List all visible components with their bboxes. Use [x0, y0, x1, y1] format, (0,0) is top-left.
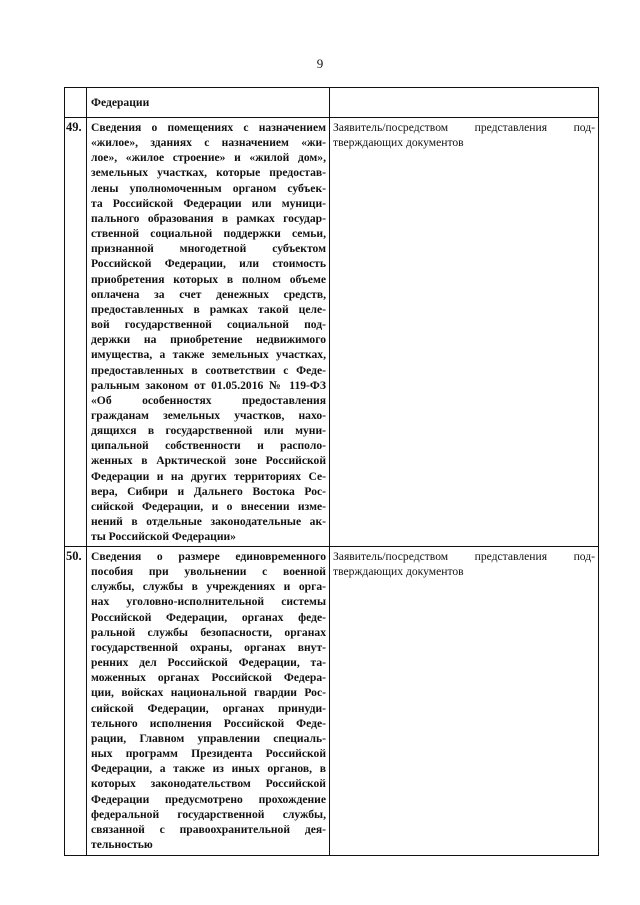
- text-line: тельного исполнения Российской Феде-: [91, 716, 326, 730]
- text-line: ственной социальной поддержки семьи,: [91, 227, 326, 241]
- text-line: Федерации, а также из иных органов, в: [91, 762, 326, 776]
- text-line: федеральной государственной службы,: [91, 807, 326, 821]
- text-line: которых законодательством Российской: [91, 777, 326, 791]
- table-row-49: [65, 118, 599, 547]
- text-line: связанной с правоохранительной дея-: [91, 822, 326, 836]
- document-table: [64, 87, 599, 856]
- text-line: Сведения о помещениях с назначением: [91, 121, 326, 134]
- text-line: пособия при увольнении с военной: [91, 565, 326, 579]
- row-source: [330, 547, 598, 579]
- text-line: моженных органах Российской Федера-: [91, 671, 326, 685]
- text-line: предоставленных в рамках такой целе-: [91, 302, 326, 316]
- row-number-cell: [65, 547, 87, 856]
- text-line: Сведения о размере единовременного: [91, 550, 326, 563]
- text-line: тельностью: [91, 837, 153, 851]
- text-line: «Об особенностях предоставления: [91, 393, 326, 407]
- text-line: имущества, а также земельных участках,: [91, 348, 326, 362]
- text-line: лое», «жилое строение» и «жилой дом»,: [91, 151, 326, 165]
- row-description: Федерации: [91, 96, 150, 109]
- text-line: службы, службы в учреждениях и орга-: [91, 580, 326, 594]
- description-cell: [87, 118, 330, 547]
- text-line: ральной службы безопасности, органах: [91, 625, 326, 639]
- text-line: пального образования в рамках государ-: [91, 211, 326, 225]
- row-description: [87, 547, 329, 852]
- text-line: нений в отдельные законодательные ак-: [91, 515, 326, 529]
- text-line: Федерации и на других территориях Се-: [91, 469, 326, 483]
- text-line: Федерации предусмотрено прохождение: [91, 792, 326, 806]
- source-cell: [330, 88, 599, 118]
- text-line: ты Российской Федерации»: [91, 530, 236, 544]
- source-cell: [330, 118, 599, 547]
- text-line: гражданам земельных участков, нахо-: [91, 408, 326, 422]
- table-row-continuation: [65, 88, 599, 118]
- text-line: сийской Федерации, органах принуди-: [91, 701, 326, 715]
- text-line: ципальной собственности и располо-: [91, 439, 326, 453]
- text-line: Российской Федерации, органах феде-: [91, 610, 326, 624]
- text-line: тверждающих документов: [333, 136, 464, 150]
- text-line: земельных участках, которые предостав-: [91, 166, 326, 180]
- text-line: государственной охраны, органах внут-: [91, 640, 326, 654]
- text-line: ренних дел Российской Федерации, та-: [91, 656, 326, 670]
- page-number: 9: [316, 56, 324, 71]
- text-line: Заявитель/посредством представления под-: [333, 121, 595, 134]
- text-line: рации, Главном управлении специаль-: [91, 731, 326, 745]
- text-line: Российской Федерации, или стоимость: [91, 257, 326, 271]
- text-line: нах уголовно-исполнительной системы: [91, 595, 326, 609]
- text-line: «жилое», зданиях с назначением «жи-: [91, 136, 326, 150]
- row-number: 49.: [66, 120, 82, 134]
- row-number-cell: [65, 118, 87, 547]
- description-cell: [87, 547, 330, 856]
- text-line: оплачена за счет денежных средств,: [91, 287, 326, 301]
- source-cell: [330, 547, 599, 856]
- text-line: лены уполномоченным органом субъек-: [91, 181, 326, 195]
- text-line: приобретения которых в полном объеме: [91, 272, 326, 286]
- text-line: та Российской Федерации или муници-: [91, 196, 326, 210]
- text-line: признанной многодетной субъектом: [91, 242, 326, 256]
- table-row-50: [65, 547, 599, 856]
- row-source: [330, 88, 598, 90]
- row-number: 50.: [66, 549, 82, 563]
- text-line: дящихся в государственной или муни-: [91, 424, 326, 438]
- text-line: ральным законом от 01.05.2016 № 119-ФЗ: [91, 378, 326, 392]
- text-line: предоставленных в соответствии с Феде-: [91, 363, 326, 377]
- text-line: ции, войсках национальной гвардии Рос-: [91, 686, 326, 700]
- description-cell: [87, 88, 330, 118]
- row-number-cell: [65, 88, 87, 118]
- text-line: вера, Сибири и Дальнего Востока Рос-: [91, 484, 326, 498]
- row-source: [330, 118, 598, 150]
- text-line: тверждающих документов: [333, 565, 464, 579]
- text-line: ных программ Президента Российской: [91, 747, 326, 761]
- text-line: Заявитель/посредством представления под-: [333, 550, 595, 563]
- text-line: держки на приобретение недвижимого: [91, 333, 326, 347]
- row-number: [65, 88, 86, 90]
- text-line: сийской Федерации, и о внесении изме-: [91, 499, 326, 513]
- text-line: вой государственной социальной под-: [91, 318, 326, 332]
- text-line: женных в Арктической зоне Российской: [91, 454, 326, 468]
- row-description: [87, 118, 329, 544]
